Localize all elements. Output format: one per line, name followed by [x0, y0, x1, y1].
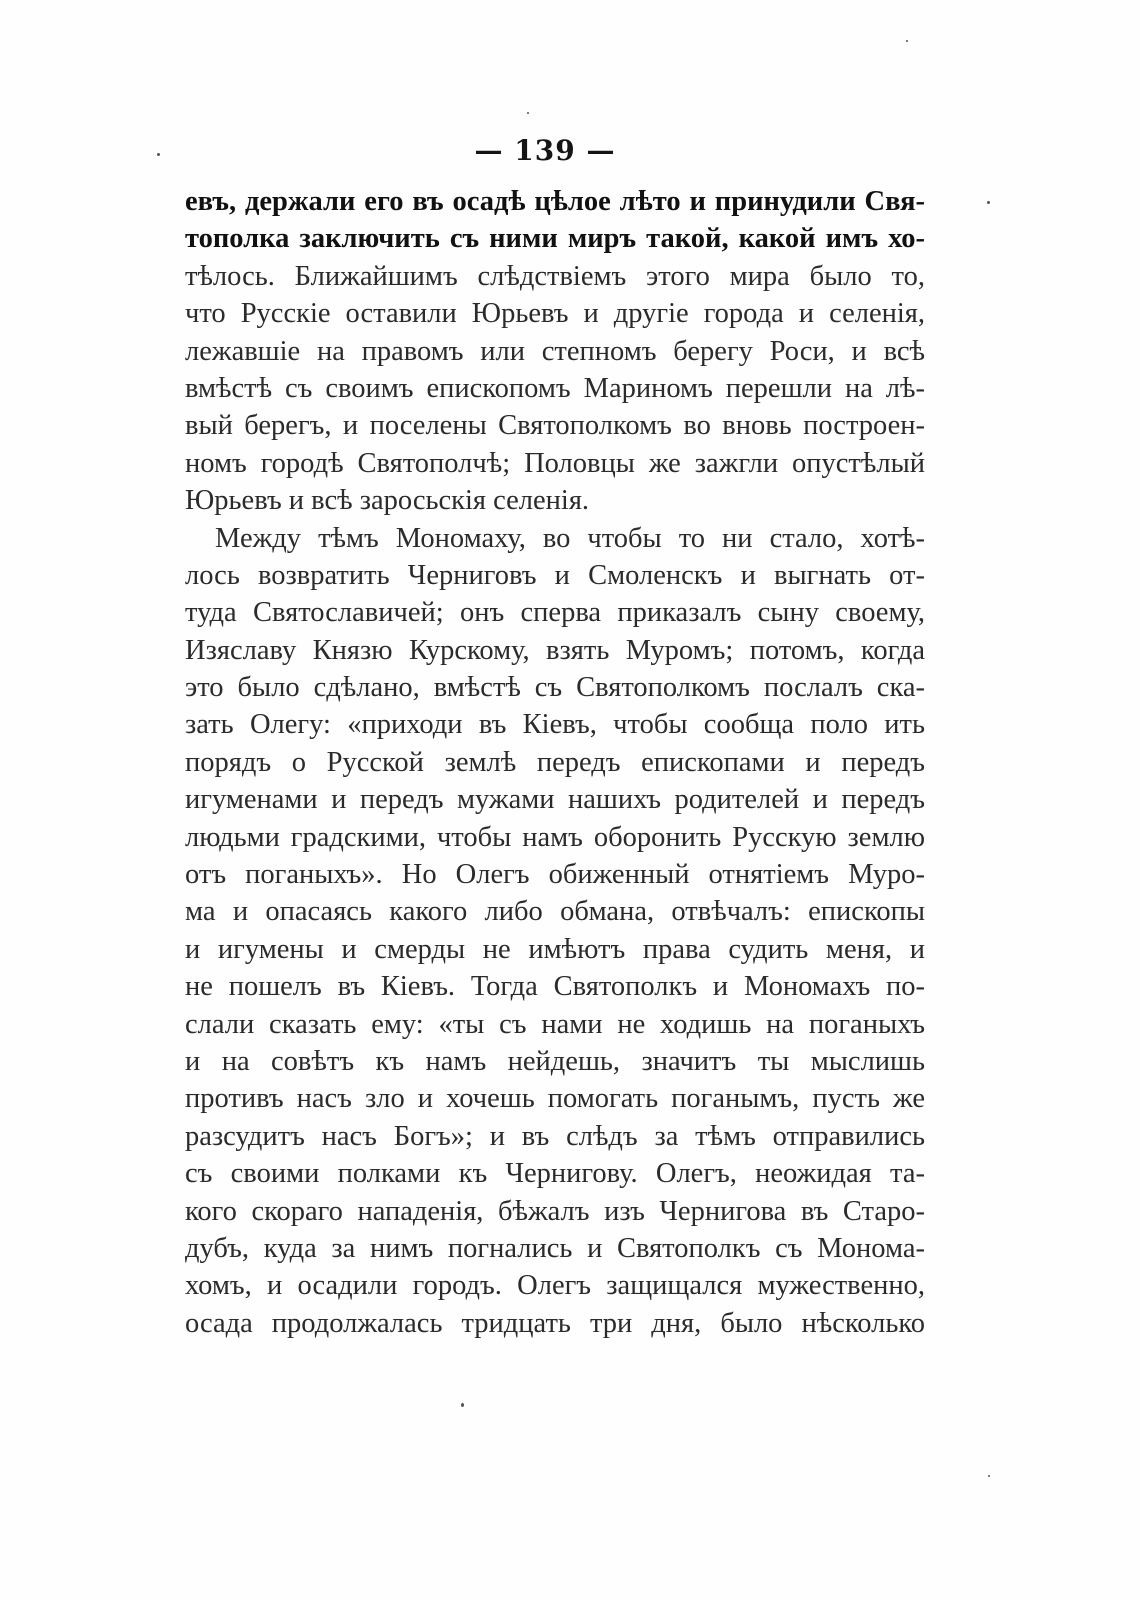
text-line: игуменами и передъ мужами нашихъ родителей и передъ — [185, 784, 925, 816]
text-line: осада продолжалась тридцать три дня, было нѣсколько — [185, 1307, 925, 1339]
text-line: это было сдѣлано, вмѣстѣ съ Святополкомъ послалъ ска- — [185, 672, 925, 704]
text-line: тополка заключить съ ними миръ такой, какой имъ хо- — [185, 223, 925, 255]
text-line: туда Святославичей; онъ сперва приказалъ сыну своему, — [185, 597, 925, 629]
text-line: хомъ, и осадили городъ. Олегъ защищался мужественно, — [185, 1270, 925, 1302]
text-line: не пошелъ въ Кіевъ. Тогда Святополкъ и Мономахъ по- — [185, 971, 925, 1003]
text-line: тѣлось. Ближайшимъ слѣдствіемъ этого мира было то, — [185, 260, 925, 292]
text-line: порядъ о Русской землѣ передъ епископами и передъ — [185, 746, 925, 778]
text-line: противъ насъ зло и хочешь помогать поганымъ, пусть же — [185, 1083, 925, 1115]
text-line: и на совѣтъ къ намъ нейдешь, значитъ ты мыслишь — [185, 1045, 925, 1077]
text-line: зать Олегу: «приходи въ Кіевъ, чтобы сообща поло ить — [185, 709, 925, 741]
scan-speck — [988, 1475, 990, 1477]
text-line: Юрьевъ и всѣ заросьскія селенія. — [185, 485, 590, 517]
scan-speck — [987, 201, 990, 204]
text-line: людьми градскими, чтобы намъ оборонить Русскую землю — [185, 821, 925, 853]
text-line: евъ, держали его въ осадѣ цѣлое лѣто и принудили Свя- — [185, 186, 925, 217]
text-line: лежавшіе на правомъ или степномъ берегу Роси, и всѣ — [185, 335, 925, 367]
text-line: разсудитъ насъ Богъ»; и въ слѣдъ за тѣмъ отправились — [185, 1120, 925, 1152]
text-line: и игумены и смерды не имѣютъ права судить меня, и — [185, 933, 925, 965]
text-line: номъ городѣ Святополчѣ; Половцы же зажгли опустѣлый — [185, 447, 925, 479]
paragraph-first-line: Между тѣмъ Мономаху, во чтобы то ни стало, хотѣ- — [215, 522, 925, 554]
scan-speck — [906, 40, 908, 42]
scan-speck — [527, 112, 529, 114]
text-line: съ своими полками къ Чернигову. Олегъ, неожидая та- — [185, 1158, 925, 1190]
text-line: кого скораго нападенія, бѣжалъ изъ Чернигова въ Старо- — [185, 1195, 925, 1227]
text-line: лось возвратить Черниговъ и Смоленскъ и выгнать от- — [185, 559, 925, 591]
text-line: Изяславу Князю Курскому, взять Муромъ; потомъ, когда — [185, 634, 925, 666]
text-line: вый берегъ, и поселены Святополкомъ во вновь построен- — [185, 410, 925, 442]
text-line: ма и опасаясь какого либо обмана, отвѣчалъ: епископы — [185, 896, 925, 928]
text-line: вмѣстѣ съ своимъ епископомъ Мариномъ перешли на лѣ- — [185, 372, 925, 404]
body-text — [185, 183, 925, 1342]
scan-speck — [157, 153, 160, 156]
page-number: — 139 — — [474, 134, 616, 167]
text-line: слали сказать ему: «ты съ нами не ходишь на поганыхъ — [185, 1008, 925, 1040]
text-line: отъ поганыхъ». Но Олегъ обиженный отнятіемъ Муро- — [185, 859, 925, 891]
text-line: дубъ, куда за нимъ погнались и Святополкъ съ Монома- — [185, 1232, 925, 1264]
scan-speck — [461, 1403, 464, 1407]
text-line: что Русскіе оставили Юрьевъ и другіе города и селенія, — [185, 298, 925, 330]
